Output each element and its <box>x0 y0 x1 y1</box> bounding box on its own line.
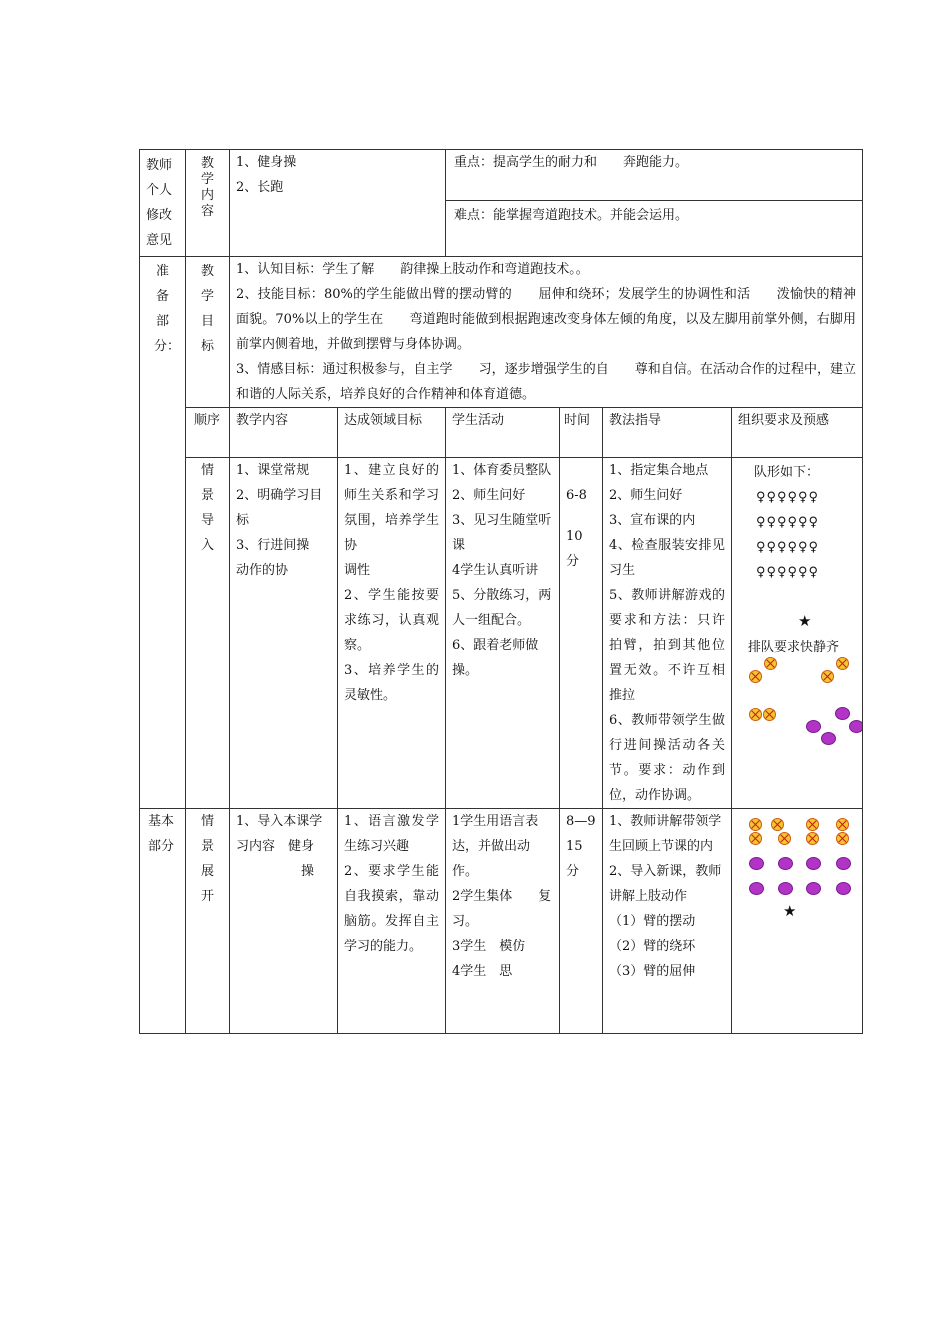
goal-item: 2、技能目标：80%的学生能做出臂的摆动臂的 屈伸和绕环；发展学生的协调性和活 泼愉快的精神面貌。70%以上的学生在 弯道跑时能做到根据跑速改变身体左倾的角度，以及左脚用前掌外侧，右脚用前掌内侧着地，并做到摆臂与身体协调。 <box>236 287 857 352</box>
basic-goals: 1、语言激发学生练习兴趣 2、要求学生能自我摸索，靠动脑筋。发挥自主学习的能力。 <box>338 809 446 1034</box>
orange-crossed-circle-icon <box>771 818 784 831</box>
lesson-plan-table <box>139 149 863 1034</box>
difficulty: 难点：能掌握弯道跑技术。并能会运用。 <box>446 201 863 257</box>
orange-crossed-circle-icon <box>764 657 777 670</box>
purple-dot-icon <box>835 707 850 720</box>
orange-crossed-circle-icon <box>763 708 776 721</box>
orange-crossed-circle-icon <box>778 832 791 845</box>
basic-activity: 1学生用语言表达，并做出动作。 2学生集体 复习。 3学生 模仿 4学生 思 <box>446 809 560 1034</box>
female-symbol-icon: ♀♀♀♀♀♀ <box>756 490 820 505</box>
orange-crossed-circle-icon <box>836 657 849 670</box>
content-items <box>230 150 446 257</box>
intro-org <box>732 458 863 809</box>
basic-time <box>560 809 603 1034</box>
header-activity: 学生活动 <box>446 408 560 458</box>
intro-order: 情景导入 <box>186 458 230 809</box>
formation-diagram <box>732 458 862 807</box>
female-symbol-icon: ♀♀♀♀♀♀ <box>756 540 820 555</box>
orange-crossed-circle-icon <box>749 670 762 683</box>
content-item: 2、长跑 <box>236 180 284 195</box>
female-symbol-icon: ♀♀♀♀♀♀ <box>756 515 820 530</box>
basic-content: 1、导入本课学习内容 健身 操 <box>230 809 338 1034</box>
goals-row <box>140 257 863 408</box>
intro-content: 1、课堂常规 2、明确学习目标 3、行进间操 动作的协 <box>230 458 338 809</box>
intro-time-unit: 分 <box>566 554 580 569</box>
purple-dot-icon <box>778 857 793 870</box>
basic-section-label: 基本部分 <box>140 809 186 1034</box>
content-label: 教学内容 <box>186 150 230 257</box>
header-row <box>140 408 863 458</box>
intro-time-total: 10 <box>566 529 583 544</box>
orange-crossed-circle-icon <box>821 670 834 683</box>
header-content: 教学内容 <box>230 408 338 458</box>
goal-item: 1、认知目标：学生了解 韵律操上肢动作和弯道跑技术。。 <box>236 262 589 277</box>
content-item: 1、健身操 <box>236 155 297 170</box>
intro-activity: 1、体育委员整队 2、师生问好 3、见习生随堂听课 4学生认真听讲 5、分散练习，两人一组配合。 6、跟着老师做操。 <box>446 458 560 809</box>
basic-org <box>732 809 863 1034</box>
intro-row <box>140 458 863 809</box>
intro-method: 1、指定集合地点 2、师生问好 3、宣布课的内 4、检查服装安排见习生 5、教师讲解游戏的要求和方法：只许拍臂，拍到其他位置无效。不许互相推拉 6、教师带领学生做行进间操活动各关节。要求：动作到位，动作协调。 <box>603 458 732 809</box>
header-method: 教法指导 <box>603 408 732 458</box>
formation-note: 排队要求快静齐 <box>748 640 840 655</box>
purple-dot-icon <box>806 882 821 895</box>
notes-row <box>140 150 863 201</box>
orange-crossed-circle-icon <box>749 708 762 721</box>
goal-label: 教学目标 <box>186 257 230 408</box>
goal-list <box>230 257 863 408</box>
teacher-notes-label: 教师个人修改意见 <box>140 150 186 257</box>
orange-crossed-circle-icon <box>836 832 849 845</box>
star-icon: ★ <box>783 902 797 920</box>
basic-order: 情景展开 <box>186 809 230 1034</box>
purple-dot-icon <box>836 882 851 895</box>
intro-goals: 1、建立良好的师生关系和学习氛围，培养学生协 调性 2、学生能按要求练习，认真观察。 3、培养学生的灵敏性。 <box>338 458 446 809</box>
formation-title: 队形如下： <box>754 465 820 480</box>
basic-time-unit: 分 <box>566 864 580 879</box>
prep-section-label: 准备部分： <box>140 257 186 809</box>
header-time: 时间 <box>560 408 603 458</box>
purple-dot-icon <box>849 720 863 733</box>
intro-time <box>560 458 603 809</box>
female-symbol-icon: ♀♀♀♀♀♀ <box>756 565 820 580</box>
orange-crossed-circle-icon <box>806 818 819 831</box>
purple-dot-icon <box>749 857 764 870</box>
basic-row <box>140 809 863 1034</box>
intro-time-range: 6-8 <box>566 488 587 503</box>
basic-time-range: 8—9 <box>566 814 596 829</box>
purple-dot-icon <box>821 732 836 745</box>
orange-crossed-circle-icon <box>806 832 819 845</box>
header-org: 组织要求及预感 <box>732 408 863 458</box>
purple-dot-icon <box>806 857 821 870</box>
purple-dot-icon <box>836 857 851 870</box>
purple-dot-icon <box>749 882 764 895</box>
orange-crossed-circle-icon <box>749 832 762 845</box>
purple-dot-icon <box>778 882 793 895</box>
practice-diagram <box>732 809 862 1033</box>
key-point: 重点：提高学生的耐力和 奔跑能力。 <box>446 150 863 201</box>
star-icon: ★ <box>798 612 812 630</box>
basic-method: 1、教师讲解带领学生回顾上节课的内 2、导入新课，教师讲解上肢动作 （1）臂的摆动 （2）臂的绕环 （3）臂的屈伸 <box>603 809 732 1034</box>
purple-dot-icon <box>806 720 821 733</box>
header-goals: 达成领域目标 <box>338 408 446 458</box>
header-order: 顺序 <box>186 408 230 458</box>
basic-time-total: 15 <box>566 839 583 854</box>
orange-crossed-circle-icon <box>749 818 762 831</box>
goal-item: 3、情感目标：通过积极参与，自主学 习，逐步增强学生的自 尊和自信。在活动合作的过程中，建立和谐的人际关系，培养良好的合作精神和体育道德。 <box>236 362 857 402</box>
orange-crossed-circle-icon <box>836 818 849 831</box>
